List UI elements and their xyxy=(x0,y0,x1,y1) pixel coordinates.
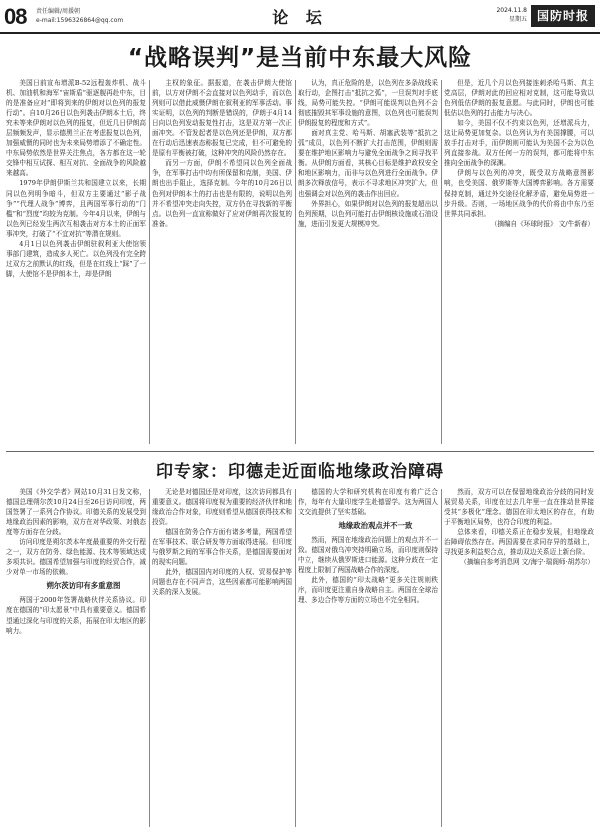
date-block xyxy=(483,6,527,24)
article2-subhead-1: 朔尔茨访印有多重意图 xyxy=(46,581,121,591)
column-divider xyxy=(149,489,150,827)
article2-col4 xyxy=(444,487,594,830)
article1-byline: （摘编自《环球时报》 文/牛新春） xyxy=(490,219,594,228)
article2-byline: （摘编自参考消息网 文/海宁·瑞阁师·胡苏尔） xyxy=(460,558,594,567)
article1-col3 xyxy=(298,78,438,448)
article2-headline: 印专家：印德走近面临地缘政治障碍 xyxy=(156,462,444,482)
article2-col1 xyxy=(6,487,146,830)
paragraph: 认为，真正危险的是，以色列在多条战线采取行动，企图打击“抵抗之弧”，一旦误判对手底线，局势可能失控。“伊朗可能误判以色列不会彻底摧毁其军事设施的意图，以色列也可能误判伊朗报复的程度和方式”。 xyxy=(298,79,438,128)
paragraph: 美国日前宣布增派B-52远程轰炸机、战斗机、加油机和海军“宙斯盾”驱逐舰再赴中东，目的是准备应对“即将到来的伊朗对以色列的报复行动”。自10月26日以色列袭击伊朗本土后，终究未等来伊朗对以色列的报复，但近几日伊朗高层频频发声，显示德黑兰正在考虑报复以色列，加强威慑的同时也为未来局势增添了不确定性。中东局势依然是世界关注焦点，各方都在这一轮交锋中相互试探、相互对抗、全面战争的风险越来越高。 xyxy=(6,79,146,178)
section-divider xyxy=(6,451,594,452)
paragraph: 德国在防务合作方面有诸多考量，两国希望在军事技术、联合研发等方面取得进展。但印度与俄罗斯之间的军事合作关系，是德国需要面对的现实问题。 xyxy=(152,528,292,567)
editor-line: 责任编辑/周援朝 xyxy=(36,8,81,15)
article1-headline: “战略误判”是当前中东最大风险 xyxy=(127,45,473,71)
paragraph: 无论是对德国还是对印度，这次访问都具有重要意义。德国将印度视为重要的经济伙伴和地缘政治合作对象，印度则希望从德国获得技术和投资。 xyxy=(152,488,292,527)
paragraph: 面对真主党、哈马斯、胡塞武装等“抵抗之弧”成员，以色列不断扩大打击范围，伊朗则需要在维护地区影响力与避免全面战争之间寻找平衡。从伊朗方面看，其核心目标是维护政权安全和地区影响力，而非与以色列进行全面战争。伊朗多次释放信号，表示不寻求地区冲突扩大，但也强调会对以色列的袭击作出回应。 xyxy=(298,129,438,198)
issue-date: 2024.11.8 xyxy=(496,7,527,14)
paragraph: 然而，双方可以在保留地缘政治分歧的同时发展贸易关系，印度在过去几年里一直在推动世界接受其“多极化”理念。德国在印太地区的存在，有助于平衡地区局势，也符合印度的利益。 xyxy=(444,488,594,527)
column-divider xyxy=(441,489,442,827)
paragraph: 而另一方面，伊朗不希望同以色列全面战争，在军事打击中均有所保留和克制，美国、伊朗也出手阻止，选择克制。今年的10月26日以色列对伊朗本土的打击也是有限的，说明以色列并不希望冲突走向失控，双方仍在寻找新的平衡点。以色列一直宣称做好了应对伊朗再次报复的准备。 xyxy=(152,159,292,228)
paragraph: 此外，德国的“印太战略”更多关注规则秩序，而印度更注重自身战略自主。两国在全球治理、多边合作等方面的立场也不完全相同。 xyxy=(298,576,438,605)
article2-subhead-2: 地缘政治观点并不一致 xyxy=(338,521,413,531)
email-line: e-mail:1596326864@qq.com xyxy=(36,17,124,24)
paragraph: 德国的大学和研究机构在印度有着广泛合作，每年有大量印度学生赴德留学。这为两国人文交流提供了坚实基础。 xyxy=(298,488,438,517)
masthead xyxy=(0,0,600,34)
paragraph: 但是，近几个月以色列接连刺杀哈马斯、真主党高层，伊朗对此的回应相对克制，这可能导致以色列低估伊朗的报复意愿。与此同时，伊朗也可能低估以色列的打击能力与决心。 xyxy=(444,79,594,118)
column-divider xyxy=(441,80,442,444)
issue-weekday: 星期五 xyxy=(508,16,527,23)
paragraph: 总体来看，印德关系正在稳步发展，但地缘政治障碍依然存在。两国需要在求同存异的基础上，寻找更多利益契合点，推动双边关系迈上新台阶。 xyxy=(444,528,594,557)
article2-col2 xyxy=(152,487,292,830)
paragraph: 主权的象征。据报道，在袭击伊朗大使馆前，以方对伊朗不会直接对以色列动手，而以色列则可以借此威慑伊朗在叙利亚的军事活动。事实证明，以色列的判断是错误的，伊朗于4月14日向以色列发动报复性打击，这是双方第一次正面冲突。不管发起者是以色列还是伊朗，双方都在行动后迅速表态称报复已完成，但不可避免的是原有平衡被打破，这种冲突的风险仍然存在。 xyxy=(152,79,292,158)
paragraph: 然而，两国在地缘政治问题上的观点并不一致。德国对俄乌冲突持明确立场，而印度则保持中立，继续从俄罗斯进口能源。这种分歧在一定程度上限制了两国战略合作的深度。 xyxy=(298,536,438,575)
paragraph: 两国于2000年签署战略伙伴关系协议。印度在德国的“印太愿景”中具有重要意义。德国希望通过深化与印度的关系，拓展在印太地区的影响力。 xyxy=(6,596,146,635)
paragraph: 外界担心，如果伊朗对以色列的报复超出以色列预期，以色列可能打击伊朗核设施或石油设施，进而引发更大规模冲突。 xyxy=(298,199,438,228)
article1-col1 xyxy=(6,78,146,448)
paragraph: 美国《外交学者》网站10月31日发文称，德国总理朔尔茨10月24日至26日访问印度，两国签署了一系列合作协议。印德关系的发展受到地缘政治因素的影响，双方在对华政策、对俄态度等方面存在分歧。 xyxy=(6,488,146,537)
paragraph: 伊朗与以色列的冲突，既受双方战略意图影响，也受美国、俄罗斯等大国博弈影响。各方需要保持克制，通过外交途径化解矛盾，避免局势进一步升级。否则，一场地区战争的代价将由中东乃至世界共同承担。 xyxy=(444,169,594,218)
paragraph: 1979年伊朗伊斯兰共和国建立以来，长期同以色列明争暗斗，但双方主要通过“影子战争”“代理人战争”博弈，且两国军事行动的“门槛”和“烈度”均较为克制。今年4月以来，伊朗与以色列已经发生两次互相袭击对方本土的正面军事冲突，打破了“不宜对抗”等潜在规则。 xyxy=(6,179,146,238)
article2-col3 xyxy=(298,487,438,830)
column-divider xyxy=(149,80,150,444)
column-divider xyxy=(295,489,296,827)
article1-col2 xyxy=(152,78,292,448)
paragraph: 如今，美国不仅不约束以色列，还增派兵力，这让局势更加复杂。以色列认为有美国撑腰，可以放手打击对手，而伊朗则可能认为美国不会为以色列直接参战。双方任何一方的误判，都可能将中东推向全面战争的深渊。 xyxy=(444,119,594,168)
article1-col4 xyxy=(444,78,594,448)
paragraph: 此外，德国国内对印度的人权、贸易保护等问题也存在不同声音，这些因素都可能影响两国关系的深入发展。 xyxy=(152,568,292,597)
column-divider xyxy=(295,80,296,444)
newspaper-logo: 国防时报 xyxy=(531,5,595,27)
paragraph: 4月1日以色列袭击伊朗驻叙利亚大使馆领事部门建筑，造成多人死亡。以色列没有完全跨过双方之前默认的红线，但是在红线上“踩”了一脚，大使馆不是伊朗本土，却是伊朗 xyxy=(6,239,146,278)
paragraph: 访问印度是朔尔茨本年度最重要的外交行程之一，双方在防务、绿色能源、技术等领域达成多项共识。德国希望加强与印度的经贸合作，减少对单一市场的依赖。 xyxy=(6,538,146,577)
page-number: 08 xyxy=(4,4,27,29)
section-name: 论 坛 xyxy=(272,8,328,27)
